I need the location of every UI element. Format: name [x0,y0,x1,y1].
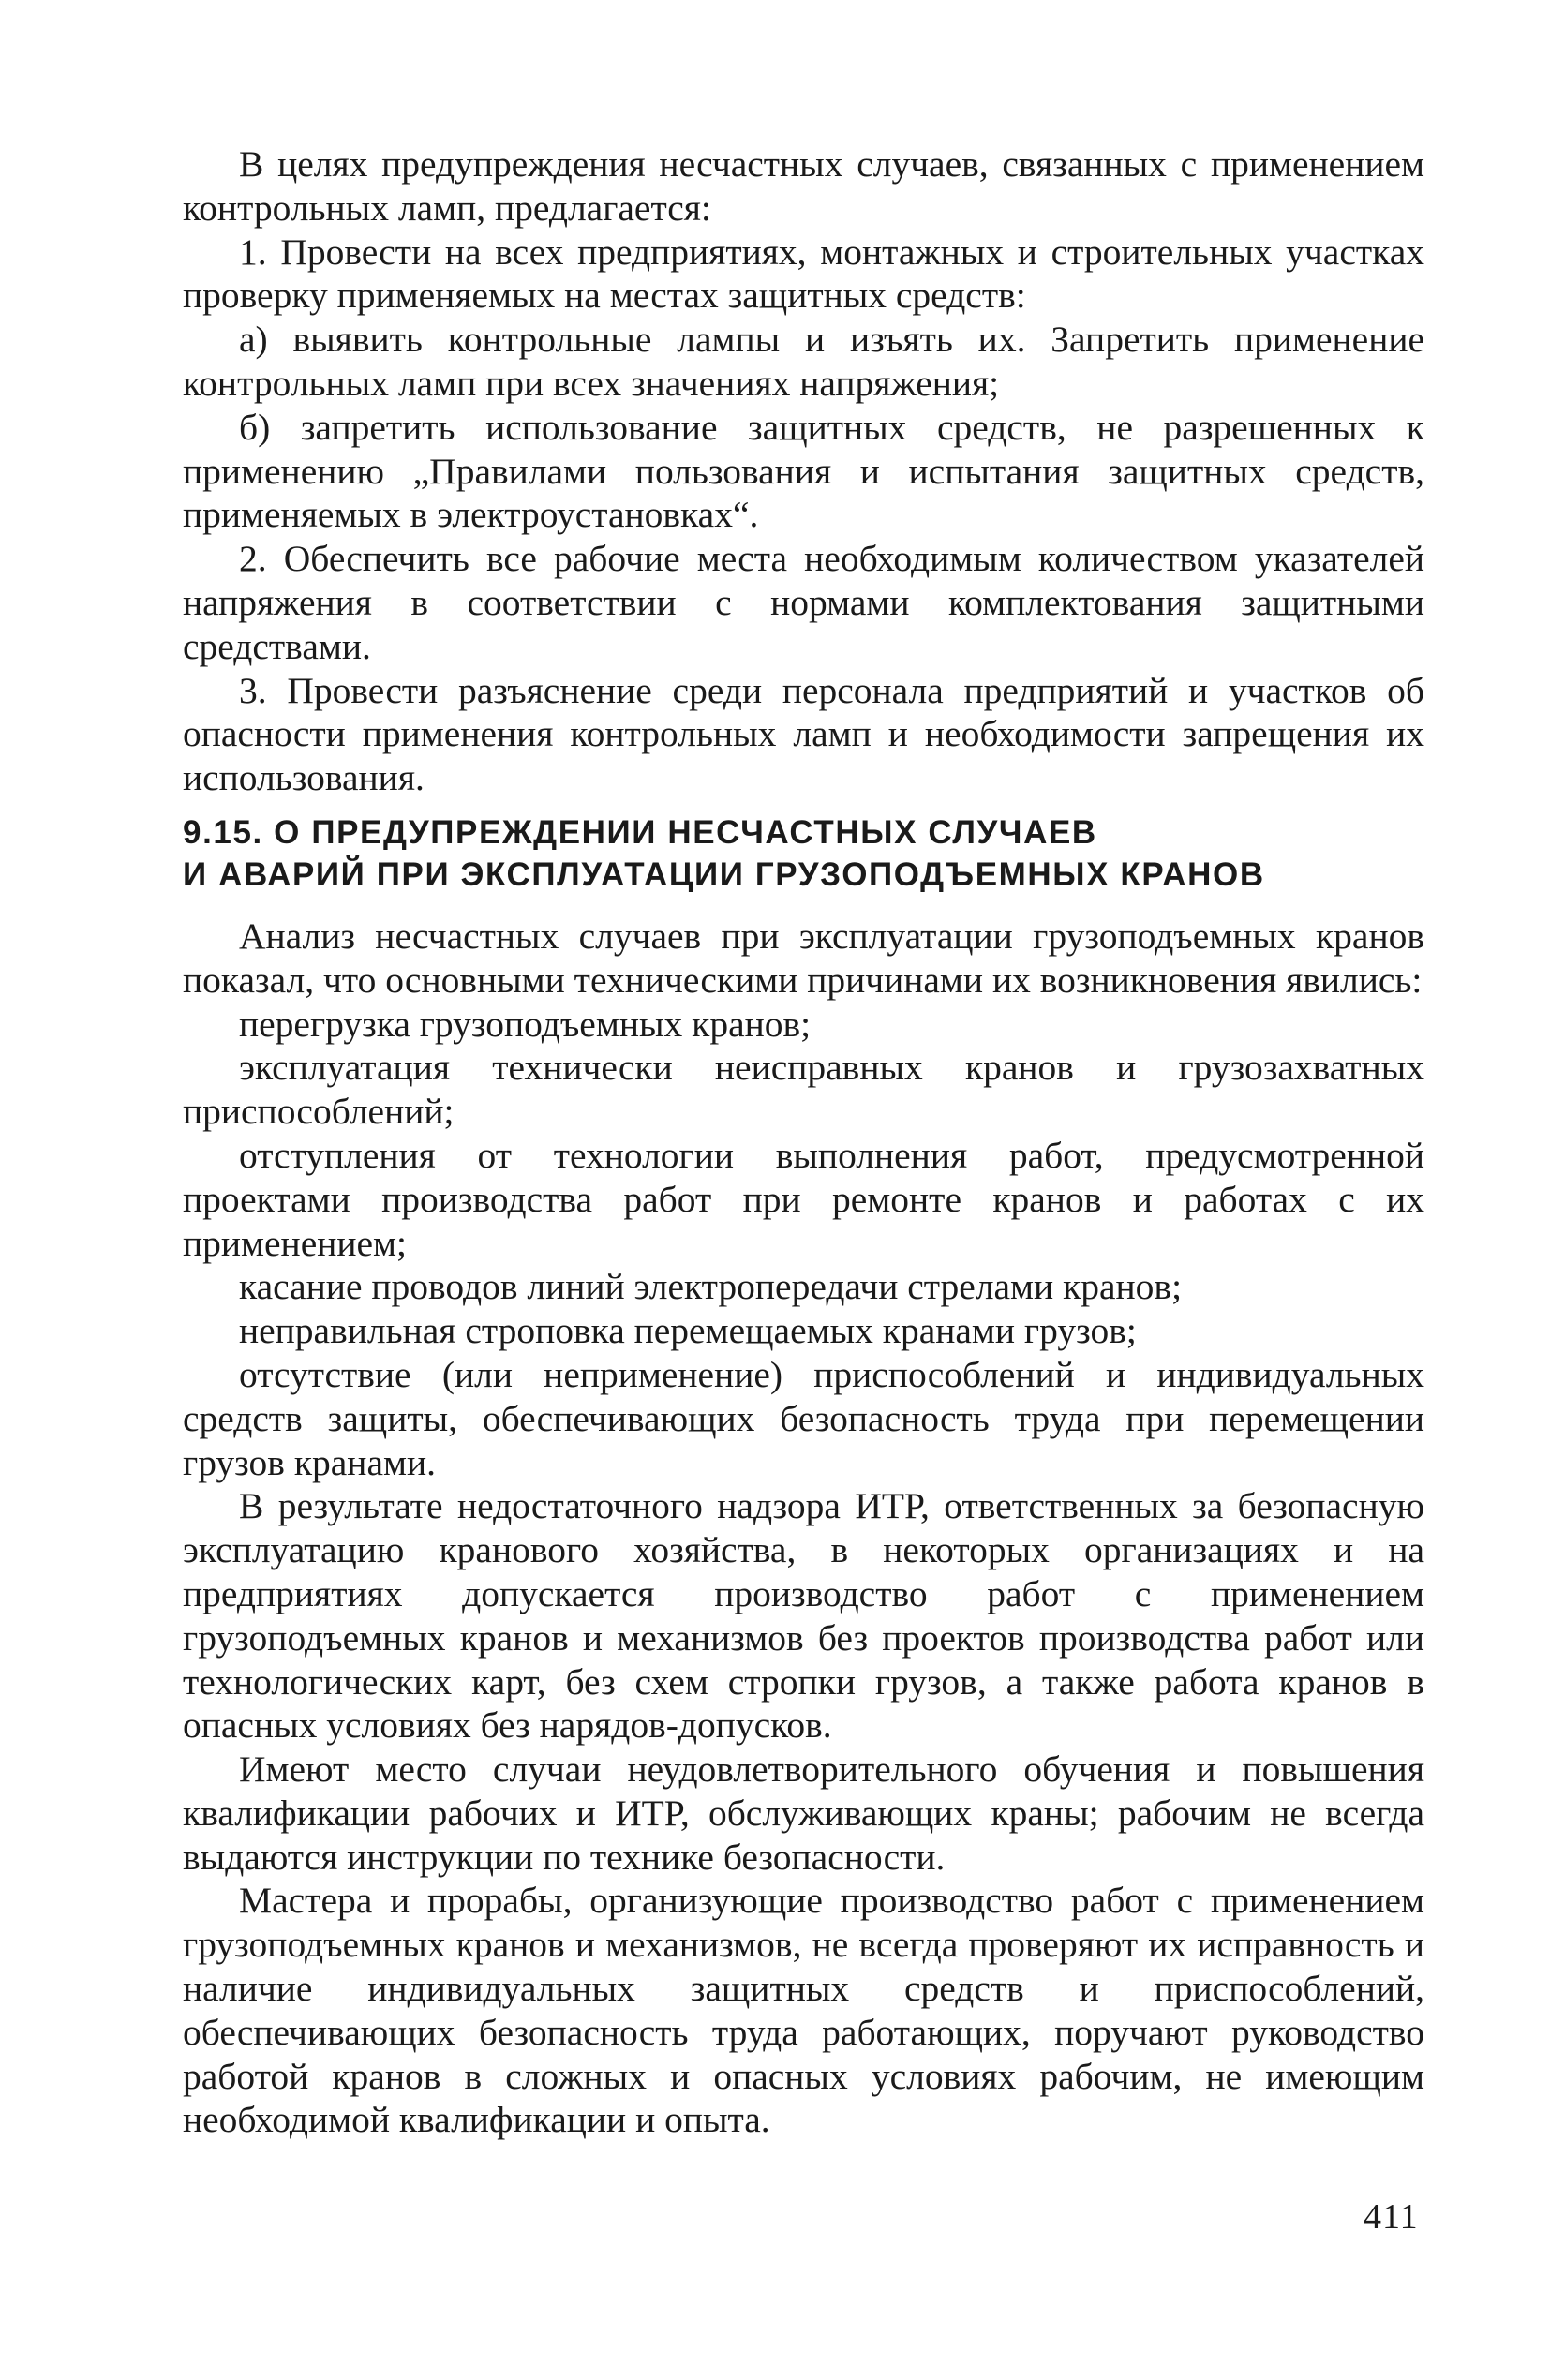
paragraph: В целях предупреждения несчастных случаев, связанных с применением контрольных ламп, предлагается: [183,143,1424,229]
paragraph: Анализ несчастных случаев при эксплуатации грузоподъемных кранов показал, что основными техническими причинами их возникновения явились: [183,915,1424,1001]
list-item: отступления от технологии выполнения работ, предусмотренной проектами производства работ при ремонте кранов и работах с их применением; [183,1134,1424,1264]
page-body [183,142,1424,2142]
paragraph: Имеют место случаи неудовлетворительного обучения и повышения квалификации рабочих и ИТР, обслуживающих краны; рабочим не всегда выдаются инструкции по технике безопасности. [183,1748,1424,1878]
section-heading-line-1: 9.15. О ПРЕДУПРЕЖДЕНИИ НЕСЧАСТНЫХ СЛУЧАЕВ [183,813,1097,851]
list-item: 1. Провести на всех предприятиях, монтажных и строительных участках проверку применяемых на местах защитных средств: [183,231,1424,317]
list-item: касание проводов линий электропередачи стрелами кранов; [239,1266,1183,1308]
paragraph: Мастера и прорабы, организующие производство работ с применением грузоподъемных кранов и механизмов, не всегда проверяют их исправность и наличие индивидуальных защитных средств и приспособлений, обеспечивающих безопасность труда работающих, поручают руководство работой кранов в сложных и опасных условиях рабочим, не имеющим необходимой квалификации и опыта. [183,1880,1424,2141]
list-item: неправильная строповка перемещаемых кранами грузов; [239,1310,1137,1352]
list-item: 2. Обеспечить все рабочие места необходимым количеством указателей напряжения в соответствии с нормами комплектования защитными средствами. [183,538,1424,667]
section-heading-line-2: И АВАРИЙ ПРИ ЭКСПЛУАТАЦИИ ГРУЗОПОДЪЕМНЫХ КРАНОВ [183,855,1265,893]
list-item: 3. Провести разъяснение среди персонала предприятий и участков об опасности применения контрольных ламп и необходимости запрещения их использования. [183,669,1424,799]
list-item: отсутствие (или неприменение) приспособлений и индивидуальных средств защиты, обеспечивающих безопасность труда при перемещении грузов кранами. [183,1353,1424,1483]
list-item: а) выявить контрольные лампы и изъять их. Запретить применение контрольных ламп при всех значениях напряжения; [183,319,1424,404]
paragraph: В результате недостаточного надзора ИТР, ответственных за безопасную эксплуатацию кранового хозяйства, в некоторых организациях и на предприятиях допускается производство работ с применением грузоподъемных кранов и механизмов без проектов производства работ или технологических карт, без схем стропки грузов, а также работа кранов в опасных условиях без нарядов-допусков. [183,1485,1424,1747]
list-item: эксплуатация технически неисправных кранов и грузозахватных приспособлений; [183,1047,1424,1133]
section-heading [183,811,1424,896]
list-item: б) запретить использование защитных средств, не разрешенных к применению „Правилами пользования и испытания защитных средств, применяемых в электроустановках“. [183,406,1424,536]
page-number: 411 [1364,2197,1419,2237]
list-item: перегрузка грузоподъемных кранов; [239,1003,812,1045]
